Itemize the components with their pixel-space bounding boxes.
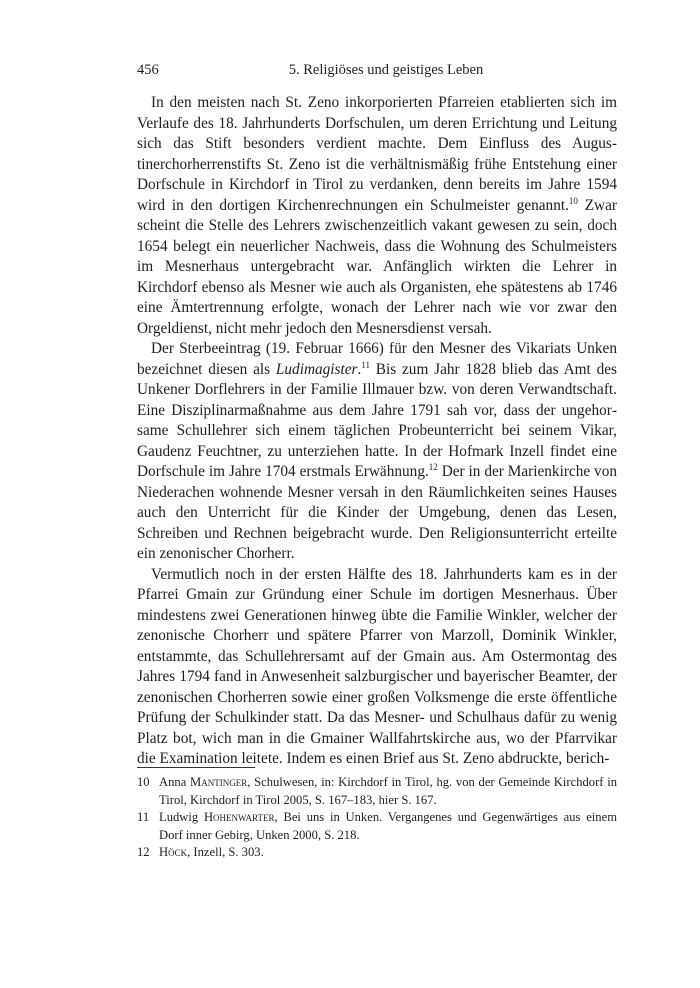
paragraph-2-text-a: Der Sterbeeintrag (19. Februar 1666) für den Mesner des Vikariats Unken bezeichnet diesen als xyxy=(137,340,617,378)
footnote-author: Hohenwarter xyxy=(203,810,275,824)
footnote-number: 10 xyxy=(137,775,150,789)
footnote-ref-10: 10 xyxy=(568,195,578,206)
footnote-11 xyxy=(137,809,617,844)
footnote-text: , Inzell, S. 303. xyxy=(187,845,264,859)
page-number: 456 xyxy=(137,62,159,78)
footnote-ref-12: 12 xyxy=(428,461,438,472)
paragraph-3: Vermutlich noch in der ersten Hälfte des 18. Jahrhunderts kam es in der Pfarrei Gmain zur Gründung einer Schule im dortigen Mesnerhaus. Über mindestens zwei Generationen hinweg übte die Familie Winkler, welcher der zenonische Chorherr und spätere Pfarrer von Marzoll, Dominik Winkler, entstammte, das Schullehrersamt auf der Gmain aus. Am Ostermontag des Jahres 1794 fand in Anwesenheit salzburgischer und bayerischer Beamter, der zenonischen Chorherren sowie einer großen Volksmenge die erste öffentliche Prüfung der Schulkinder statt. Da das Mesner- und Schulhaus dafür zu wenig Platz bot, wich man in die Gmainer Wallfahrtskirche aus, wo der Pfarrvikar die Examination leitete. Indem es einen Brief aus St. Zeno abdruckte, berich- xyxy=(137,565,617,767)
footnotes xyxy=(137,774,617,862)
paragraph-1-text-a: In den meisten nach St. Zeno inkorporierten Pfarreien etablierten sich im Verlaufe des 18. Jahrhunderts Dorfschulen, um deren Errichtung und Leitung sich das Stift besonders verdient machte. Dem Einfluss des Augustinerchorherrenstifts St. Zeno ist die verhältnismäßig frühe Entstehung einer Dorfschule in Kirchdorf in Tirol zu verdanken, denn bereits im Jahre 1594 wird in den dortigen Kirchenrechnungen ein Schulmeister genannt. xyxy=(137,94,617,214)
paragraph-2-italic-term: Ludimagister xyxy=(275,360,358,378)
footnote-10 xyxy=(137,774,617,809)
footnote-text: , Bei uns in Unken. Vergangenes und Gegenwärtiges aus einem Dorf inner Gebirg, Unken 2000, S. 218. xyxy=(159,810,617,842)
footnote-text: , Schulwesen, in: Kirchdorf in Tirol, hg. von der Gemeinde Kirchdorf in Tirol, Kirchdorf in Tirol 2005, S. 167–183, hier S. 167. xyxy=(159,775,617,807)
footnote-text: Ludwig xyxy=(159,810,204,824)
body-text xyxy=(137,93,617,770)
footnote-author: Höck xyxy=(159,845,188,859)
running-title: 5. Religiöses und geistiges Leben xyxy=(288,62,484,78)
footnote-ref-11: 11 xyxy=(361,359,370,370)
paragraph-2 xyxy=(137,339,617,565)
footnote-divider xyxy=(137,767,255,768)
footnote-author: Mantinger xyxy=(190,775,248,789)
page-header xyxy=(137,62,617,82)
paragraph-1 xyxy=(137,93,617,339)
footnote-number: 12 xyxy=(137,845,150,859)
footnote-text: Anna xyxy=(159,775,191,789)
paragraph-2-dot: . xyxy=(357,360,362,378)
paragraph-1-text-b: Zwar scheint die Stelle des Lehrers zwischenzeitlich vakant gewesen zu sein, doch 1654 belegt ein neuerlicher Nachweis, dass die Wohnung des Schulmeisters im Mesnerhaus untergebracht war. Anfänglich wirkten die Lehrer in Kirchdorf ebenso als Mesner wie auch als Organisten, ehe spätestens ab 1746 eine Ämtertrennung erfolgte, wonach der Lehrer nach wie vor zwar den Orgeldienst, nicht mehr jedoch den Mesnersdienst versah. xyxy=(137,196,617,337)
paragraph-2-text-c: Der in der Marienkirche von Niederachen wohnende Mesner versah in den Räumlichkeiten seines Hauses auch den Unterricht für die Kinder der Umgebung, denen das Lesen, Schreiben und Rechnen beigebracht wurde. Den Religionsunterricht erteilte ein zenonischer Chorherr. xyxy=(137,463,617,562)
footnote-12 xyxy=(137,844,617,862)
footnote-number: 11 xyxy=(137,810,150,824)
paragraph-2-text-b: Bis zum Jahr 1828 blieb das Amt des Unkener Dorflehrers in der Familie Illmauer bzw. von deren Verwandtschaft. Eine Disziplinarmaßnahme aus dem Jahre 1791 sah vor, dass der ungehorsame Schullehrer sich einem täglichen Probeunterricht bei seinem Vikar, Gaudenz Feuchtner, zu unterziehen hatte. In der Hofmark Inzell findet eine Dorfschule im Jahre 1704 erstmals Erwähnung. xyxy=(137,360,617,480)
